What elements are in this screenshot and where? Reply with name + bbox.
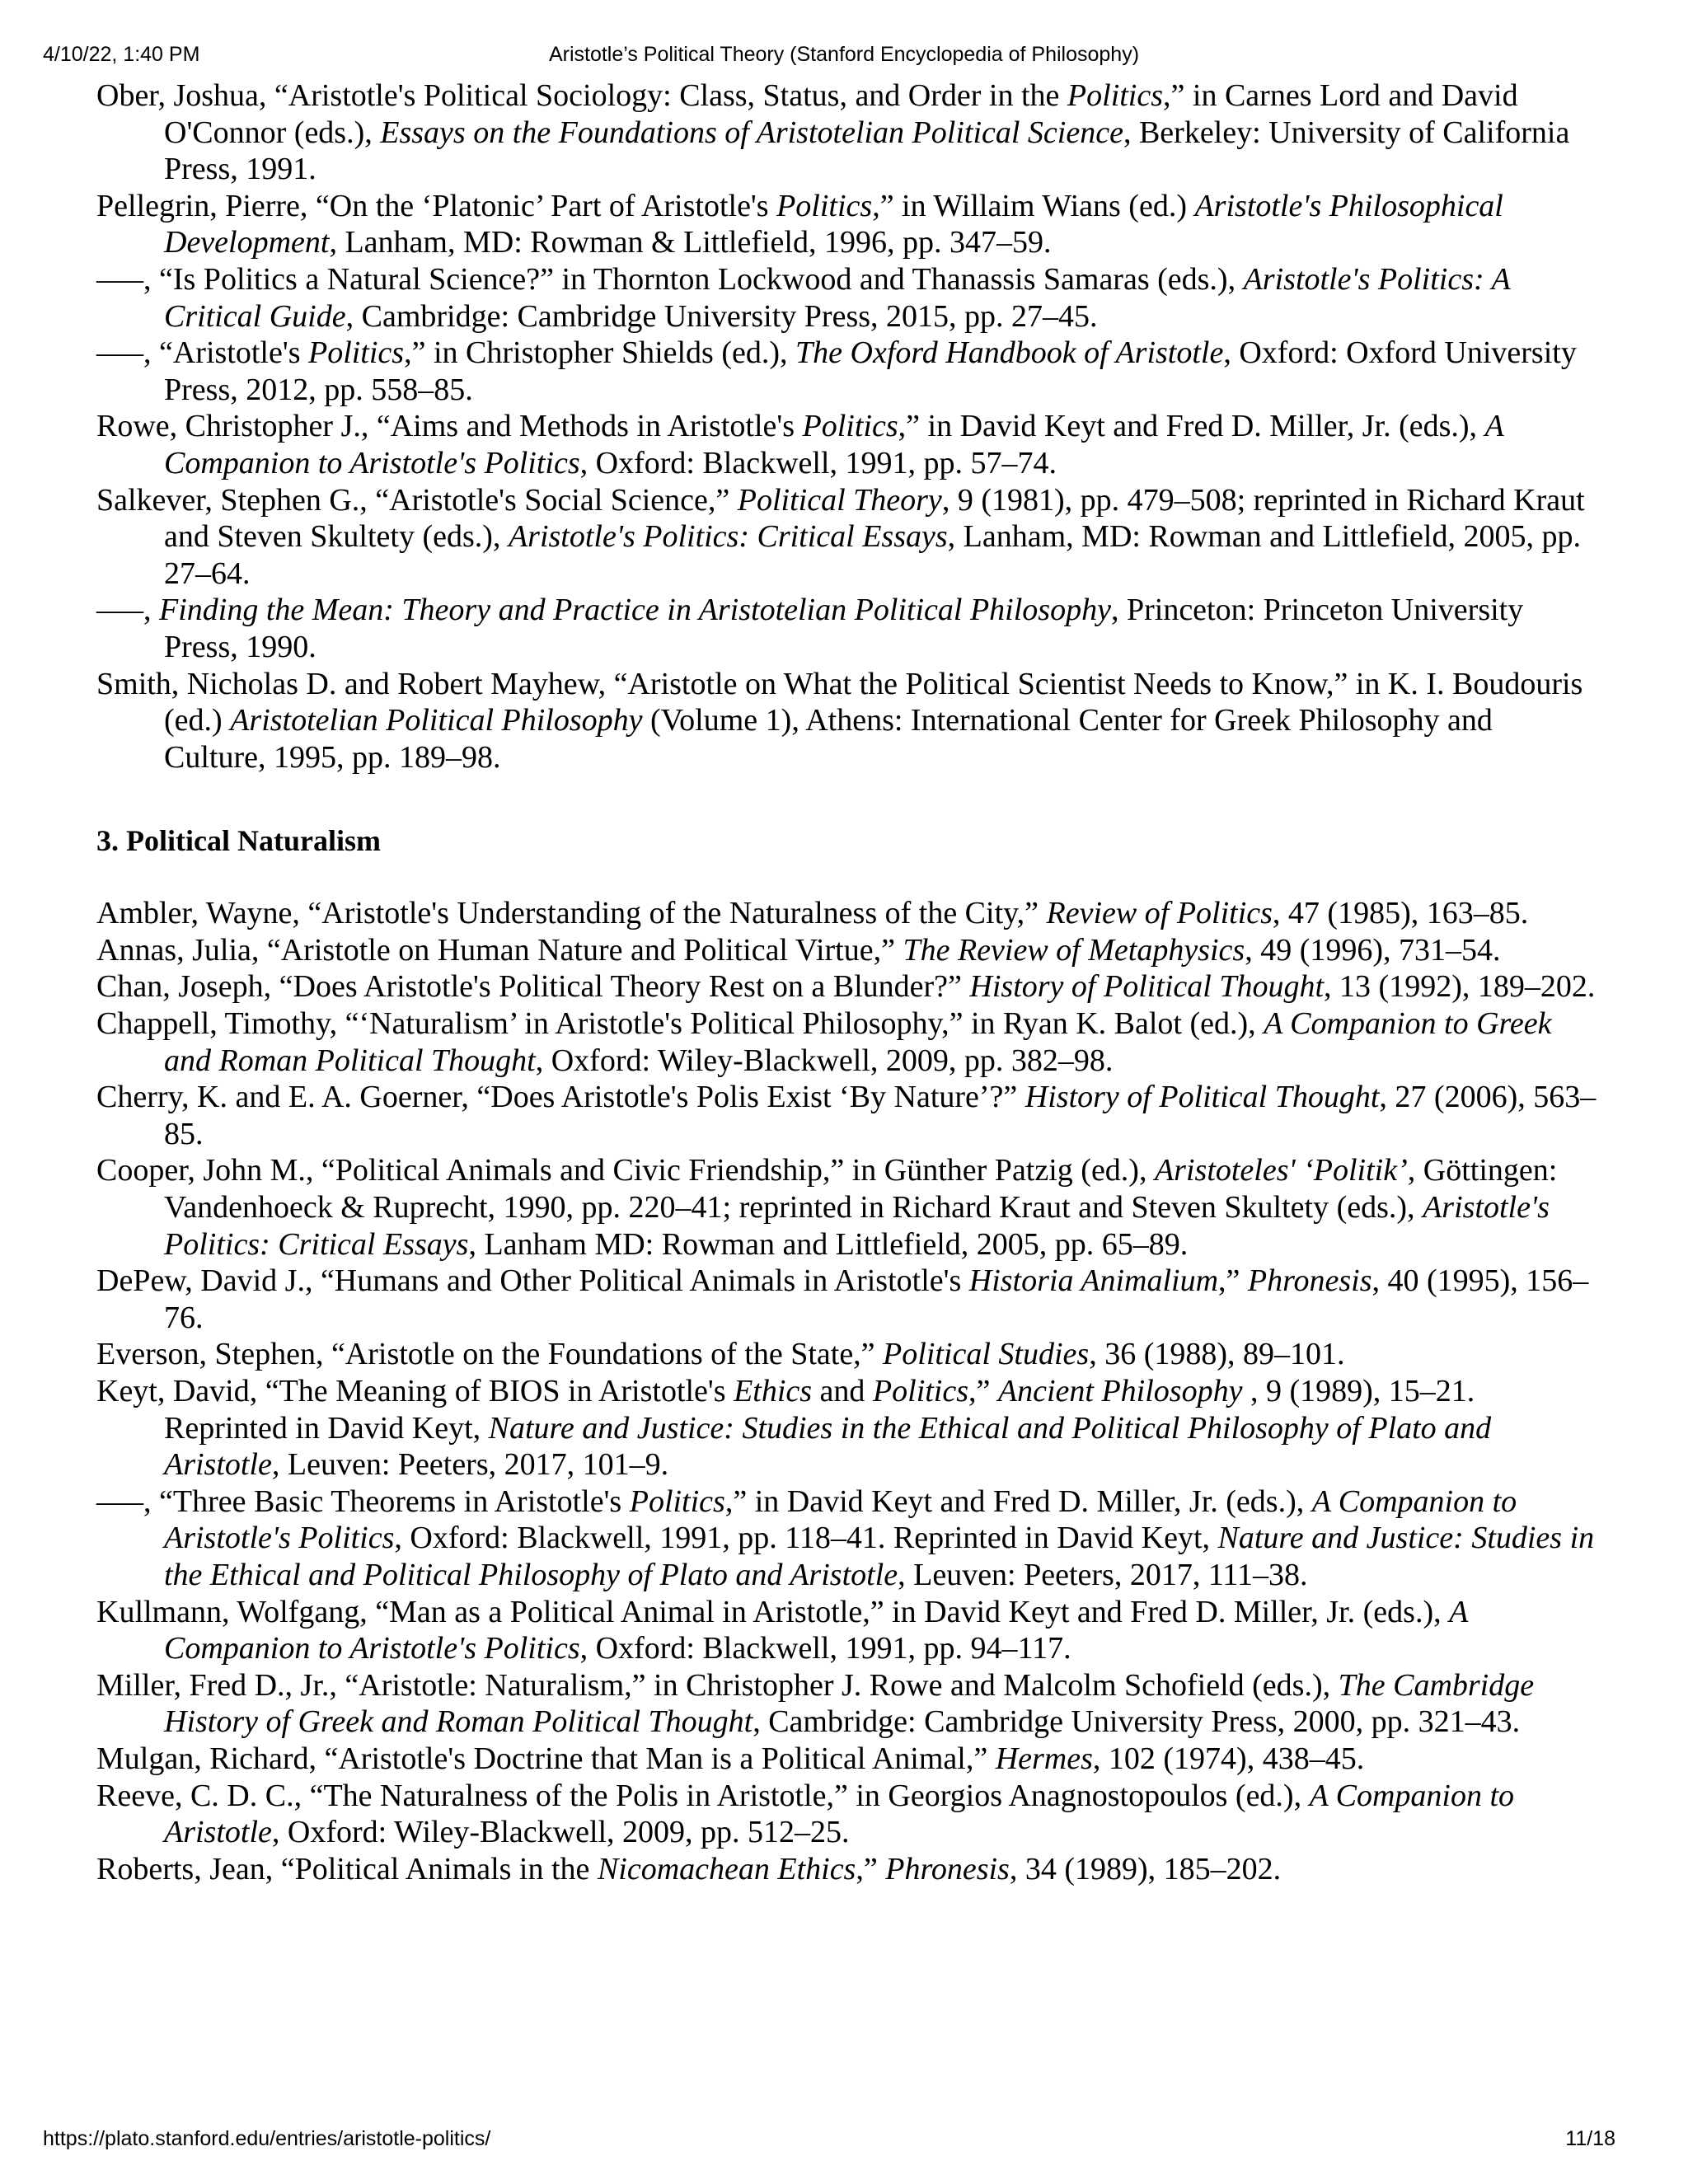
reference-title-italic: A Companion to Aristotle's Politics — [164, 409, 1504, 480]
reference-text: , Oxford: Blackwell, 1991, pp. 118–41. Reprinted in David Keyt, — [394, 1521, 1218, 1556]
reference-title-italic: Aristotle's Politics: Critical Essays — [164, 1190, 1550, 1262]
reference-text: ,” in David Keyt and Fred D. Miller, Jr. (eds.), — [724, 1483, 1312, 1519]
bibliography-content — [96, 77, 1598, 1887]
reference-text: , 9 (1981), pp. 479–508; reprinted in Richard Kraut and Steven Skultety (eds.), — [164, 482, 1585, 555]
reference-title-italic: A Companion to Greek and Roman Political Thought — [164, 1006, 1552, 1078]
reference-text: Smith, Nicholas D. and Robert Mayhew, “Aristotle on What the Political Scientist Needs to Know,” in K. I. Boudouris (ed.) — [96, 666, 1583, 738]
reference-text: , Cambridge: Cambridge University Press, 2015, pp. 27–45. — [345, 298, 1098, 334]
reference-text: , Lanham MD: Rowman and Littlefield, 2005, pp. 65–89. — [468, 1226, 1189, 1262]
reference-text: Keyt, David, “The Meaning of BIOS in Aristotle's — [96, 1374, 734, 1408]
reference-entry — [96, 895, 1598, 932]
reference-text: ,” in David Keyt and Fred D. Miller, Jr. (eds.), — [898, 409, 1485, 444]
reference-entry — [96, 1667, 1598, 1741]
print-header — [43, 40, 1645, 69]
reference-title-italic: Aristotle's Politics: A Critical Guide — [164, 261, 1510, 334]
reference-title-italic: Review of Politics — [1046, 896, 1273, 931]
reference-entry — [96, 592, 1598, 665]
reference-text: ,” in Christopher Shields (ed.), — [404, 335, 796, 371]
reference-title-italic: A Companion to Aristotle's Politics — [164, 1594, 1468, 1666]
reference-text: , 13 (1992), 189–202. — [1324, 969, 1596, 1005]
reference-entry — [96, 1263, 1598, 1336]
reference-entry — [96, 77, 1598, 188]
section-heading: 3. Political Naturalism — [96, 824, 381, 858]
reference-entry — [96, 666, 1598, 776]
reference-text: , Lanham, MD: Rowman & Littlefield, 1996, pp. 347–59. — [329, 225, 1052, 260]
reference-text: , 102 (1974), 438–45. — [1092, 1741, 1365, 1776]
reference-entry — [96, 1373, 1598, 1483]
reference-title-italic: Hermes — [995, 1741, 1093, 1776]
reference-text: Cherry, K. and E. A. Goerner, “Does Aristotle's Polis Exist ‘By Nature’?” — [96, 1080, 1025, 1115]
reference-text: , 36 (1988), 89–101. — [1089, 1337, 1345, 1372]
reference-text: , Oxford: Blackwell, 1991, pp. 57–74. — [579, 445, 1057, 480]
reference-title-italic: Aristotle's Politics: Critical Essays — [508, 519, 948, 555]
reference-text: Mulgan, Richard, “Aristotle's Doctrine that Man is a Political Animal,” — [96, 1741, 996, 1776]
reference-text: , Oxford: Wiley-Blackwell, 2009, pp. 512–25. — [271, 1815, 850, 1850]
reference-text: DePew, David J., “Humans and Other Political Animals in Aristotle's — [96, 1263, 969, 1299]
reference-entry — [96, 1152, 1598, 1263]
reference-text: Kullmann, Wolfgang, “Man as a Political Animal in Aristotle,” in David Keyt and Fred D. Miller, Jr. (eds.), — [96, 1594, 1450, 1629]
reference-title-italic: The Review of Metaphysics — [903, 932, 1245, 968]
reference-title-italic: Political Studies — [883, 1337, 1090, 1372]
reference-text: Rowe, Christopher J., “Aims and Methods in Aristotle's — [96, 409, 803, 444]
reference-title-italic: Finding the Mean: Theory and Practice in Aristotelian Political Philosophy — [159, 593, 1111, 628]
reference-title-italic: History of Political Thought — [969, 969, 1325, 1005]
reference-text: , 49 (1996), 731–54. — [1245, 932, 1501, 968]
reference-title-italic: Aristotelian Political Philosophy — [230, 703, 643, 738]
reference-entry — [96, 482, 1598, 593]
reference-entry — [96, 188, 1598, 261]
reference-text: ,” — [968, 1374, 998, 1408]
reference-text: , Berkeley: University of California Press, 1991. — [164, 115, 1570, 187]
reference-entry — [96, 1851, 1598, 1888]
reference-title-italic: Ethics — [734, 1374, 813, 1408]
reference-text: , 40 (1995), 156–76. — [164, 1263, 1589, 1335]
reference-text: , Lanham, MD: Rowman and Littlefield, 2005, pp. 27–64. — [164, 519, 1581, 591]
reference-title-italic: Nature and Justice: Studies in the Ethical and Political Philosophy of Plato and Aristotle — [164, 1410, 1492, 1483]
reference-text: –––, “Is Politics a Natural Science?” in Thornton Lockwood and Thanassis Samaras (eds.), — [96, 261, 1244, 297]
reference-title-italic: Phronesis — [885, 1851, 1010, 1886]
reference-text: , Oxford: Blackwell, 1991, pp. 94–117. — [579, 1631, 1071, 1666]
reference-text: –––, — [96, 593, 159, 628]
reference-title-italic: History of Political Thought — [1025, 1080, 1380, 1115]
reference-text: , Leuven: Peeters, 2017, 101–9. — [271, 1447, 669, 1483]
reference-text: , Cambridge: Cambridge University Press, 2000, pp. 321–43. — [753, 1704, 1521, 1740]
page-number: 11/18 — [1565, 2127, 1615, 2150]
print-page-title: Aristotle’s Political Theory (Stanford Encyclopedia of Philosophy) — [548, 43, 1140, 66]
reference-entry — [96, 1079, 1598, 1152]
reference-title-italic: Politics — [872, 1374, 969, 1408]
reference-text: , 27 (2006), 563–85. — [164, 1080, 1597, 1151]
reference-title-italic: Politics — [802, 409, 898, 444]
reference-title-italic: Nicomachean Ethics — [597, 1851, 856, 1886]
reference-text: Annas, Julia, “Aristotle on Human Nature and Political Virtue,” — [96, 932, 903, 968]
reference-list-political-naturalism — [96, 895, 1598, 1887]
reference-entry — [96, 1594, 1598, 1667]
reference-text: , Oxford: Wiley-Blackwell, 2009, pp. 382–98. — [535, 1043, 1114, 1078]
reference-title-italic: Nature and Justice: Studies in the Ethical and Political Philosophy of Plato and Aristotle — [164, 1521, 1595, 1592]
reference-text: and — [812, 1374, 873, 1408]
reference-text: Roberts, Jean, “Political Animals in the — [96, 1851, 598, 1886]
reference-text: , 34 (1989), 185–202. — [1009, 1851, 1282, 1886]
reference-text: Salkever, Stephen G., “Aristotle's Social Science,” — [96, 482, 738, 518]
reference-entry — [96, 932, 1598, 969]
reference-text: , Leuven: Peeters, 2017, 111–38. — [898, 1557, 1308, 1592]
reference-title-italic: A Companion to Aristotle — [164, 1778, 1515, 1850]
reference-text: , Göttingen: Vandenhoeck & Ruprecht, 1990, pp. 220–41; reprinted in Richard Kraut and Steven Skultety (eds.), — [164, 1153, 1558, 1226]
reference-entry — [96, 261, 1598, 335]
reference-text: (Volume 1), Athens: International Center for Greek Philosophy and Culture, 1995, pp. 189–98. — [164, 703, 1493, 775]
reference-title-italic: Politics — [307, 335, 405, 371]
reference-text: , 9 (1989), 15–21. Reprinted in David Keyt, — [164, 1374, 1475, 1446]
reference-text: ,” — [856, 1851, 886, 1886]
reference-title-italic: Historia Animalium — [968, 1263, 1219, 1299]
reference-title-italic: The Oxford Handbook of Aristotle — [795, 335, 1224, 371]
print-datetime: 4/10/22, 1:40 PM — [43, 43, 200, 66]
reference-text: , Oxford: Oxford University Press, 2012, pp. 558–85. — [164, 335, 1577, 407]
reference-title-italic: The Cambridge History of Greek and Roman Political Thought — [164, 1667, 1535, 1740]
reference-entry — [96, 1778, 1598, 1851]
reference-text: Chan, Joseph, “Does Aristotle's Political Theory Rest on a Blunder?” — [96, 969, 970, 1005]
reference-text: –––, “Aristotle's — [96, 335, 308, 371]
reference-entry — [96, 1005, 1598, 1079]
reference-text: ,” — [1218, 1263, 1248, 1299]
reference-text: ,” in Willaim Wians (ed.) — [872, 188, 1195, 223]
reference-title-italic: Phronesis — [1247, 1263, 1372, 1299]
reference-list-top — [96, 77, 1598, 776]
reference-title-italic: Aristoteles' ‘Politik’ — [1154, 1153, 1408, 1188]
reference-title-italic: Aristotle's Philosophical Development — [164, 188, 1503, 260]
reference-text: Chappell, Timothy, “‘Naturalism’ in Aristotle's Political Philosophy,” in Ryan K. Balot (ed.), — [96, 1006, 1264, 1042]
reference-entry — [96, 1336, 1598, 1373]
reference-entry — [96, 1741, 1598, 1778]
reference-text: Pellegrin, Pierre, “On the ‘Platonic’ Part of Aristotle's — [96, 188, 777, 223]
reference-text: Ambler, Wayne, “Aristotle's Understanding of the Naturalness of the City,” — [96, 896, 1047, 931]
reference-title-italic: Politics — [1067, 78, 1164, 113]
reference-entry — [96, 335, 1598, 408]
reference-text: –––, “Three Basic Theorems in Aristotle's — [96, 1483, 630, 1519]
reference-title-italic: Essays on the Foundations of Aristotelian Political Science — [380, 115, 1123, 150]
reference-title-italic: Politics — [629, 1483, 725, 1519]
reference-text: Everson, Stephen, “Aristotle on the Foundations of the State,” — [96, 1337, 884, 1372]
reference-text: Miller, Fred D., Jr., “Aristotle: Naturalism,” in Christopher J. Rowe and Malcolm Schofield (eds.), — [96, 1667, 1339, 1703]
reference-title-italic: Ancient Philosophy — [997, 1374, 1243, 1408]
reference-text: , 47 (1985), 163–85. — [1272, 896, 1529, 931]
print-footer — [43, 2124, 1645, 2154]
print-url: https://plato.stanford.edu/entries/aristotle-politics/ — [43, 2127, 491, 2150]
reference-text: , Princeton: Princeton University Press, 1990. — [164, 593, 1524, 664]
reference-title-italic: Politics — [776, 188, 873, 223]
reference-title-italic: A Companion to Aristotle's Politics — [164, 1483, 1517, 1556]
reference-title-italic: Political Theory — [737, 482, 942, 518]
reference-text: Cooper, John M., “Political Animals and Civic Friendship,” in Günther Patzig (ed.), — [96, 1153, 1155, 1188]
reference-text: Ober, Joshua, “Aristotle's Political Sociology: Class, Status, and Order in the — [96, 78, 1067, 113]
reference-text: ,” in Carnes Lord and David O'Connor (eds.), — [164, 78, 1518, 150]
reference-entry — [96, 968, 1598, 1005]
reference-entry — [96, 1483, 1598, 1594]
reference-text: Reeve, C. D. C., “The Naturalness of the Polis in Aristotle,” in Georgios Anagnostopoulos (ed.), — [96, 1778, 1310, 1813]
reference-entry — [96, 408, 1598, 481]
